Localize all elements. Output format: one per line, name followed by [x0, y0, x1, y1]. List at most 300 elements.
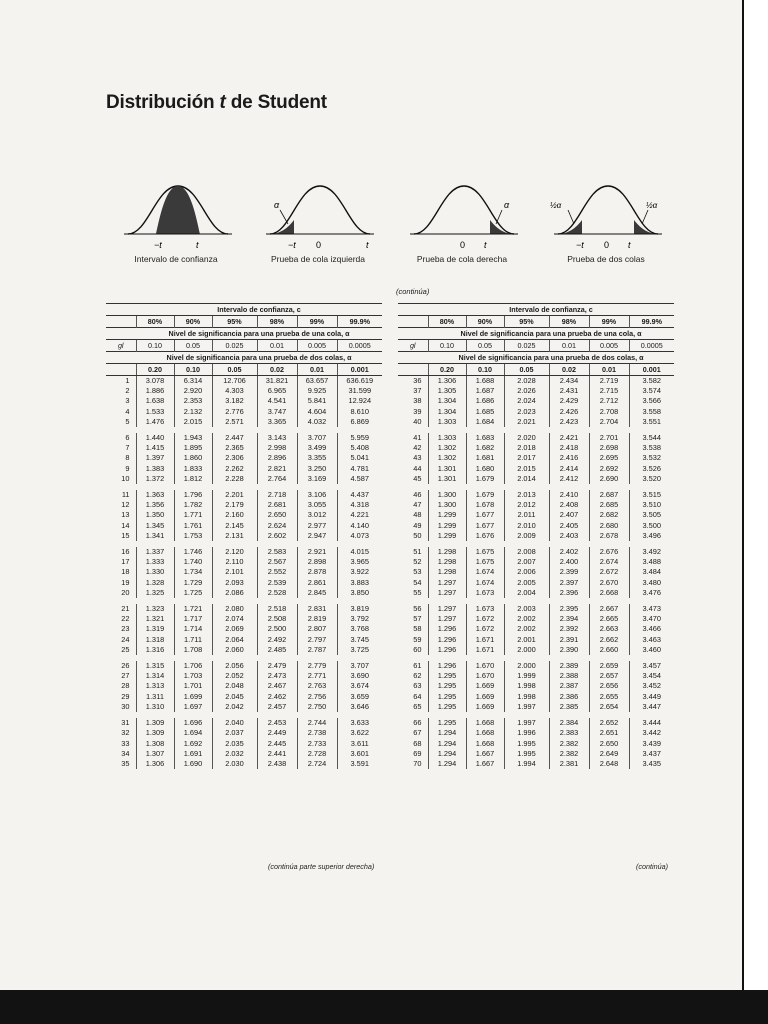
degrees-of-freedom: 2 [125, 386, 130, 396]
critical-value: 4.604 [297, 407, 337, 417]
critical-value: 3.745 [337, 635, 382, 645]
table-row [106, 692, 382, 702]
table-row [398, 604, 674, 614]
critical-value: 2.998 [257, 443, 297, 453]
critical-value: 3.633 [337, 718, 382, 728]
critical-value: 2.467 [257, 681, 297, 691]
critical-value: 4.303 [212, 386, 257, 396]
critical-value: 3.601 [337, 749, 382, 759]
critical-value: 2.145 [212, 521, 257, 531]
critical-value: 3.850 [337, 588, 382, 598]
critical-value: 2.013 [504, 490, 549, 500]
critical-value: 1.345 [136, 521, 174, 531]
table-row [398, 407, 674, 417]
one-tail-alpha: 0.025 [212, 340, 257, 352]
critical-value: 1.296 [428, 645, 466, 655]
critical-value: 2.861 [297, 578, 337, 588]
critical-value: 3.442 [629, 728, 674, 738]
critical-value: 1.678 [466, 500, 504, 510]
table-row [106, 376, 382, 387]
critical-value: 4.073 [337, 531, 382, 541]
critical-value: 1.307 [136, 749, 174, 759]
table-row [106, 521, 382, 531]
critical-value: 3.449 [629, 692, 674, 702]
critical-value: 2.131 [212, 531, 257, 541]
critical-value: 5.841 [297, 396, 337, 406]
critical-value: 3.250 [297, 464, 337, 474]
critical-value: 2.048 [212, 681, 257, 691]
critical-value: 2.399 [549, 567, 589, 577]
critical-value: 3.538 [629, 443, 674, 453]
table-row [106, 453, 382, 463]
critical-value: 1.998 [504, 692, 549, 702]
critical-value: 1.295 [428, 702, 466, 712]
table-row [398, 645, 674, 655]
critical-value: 4.015 [337, 547, 382, 557]
critical-value: 1.323 [136, 604, 174, 614]
critical-value: 2.698 [589, 443, 629, 453]
critical-value: 2.412 [549, 474, 589, 484]
critical-value: 2.665 [589, 614, 629, 624]
critical-value: 2.539 [257, 578, 297, 588]
degrees-of-freedom: 35 [121, 758, 130, 768]
critical-value: 1.314 [136, 671, 174, 681]
critical-value: 2.026 [504, 386, 549, 396]
table-row [398, 614, 674, 624]
critical-value: 1.673 [466, 604, 504, 614]
critical-value: 1.685 [466, 407, 504, 417]
table-row [106, 645, 382, 655]
critical-value: 3.674 [337, 681, 382, 691]
critical-value: 3.055 [297, 500, 337, 510]
curve-4-label-zero: 0 [604, 240, 610, 250]
critical-value: 1.638 [136, 396, 174, 406]
critical-value: 2.021 [504, 417, 549, 427]
degrees-of-freedom: 23 [121, 624, 130, 634]
critical-value: 1.996 [504, 728, 549, 738]
critical-value: 1.680 [466, 464, 504, 474]
critical-value: 1.674 [466, 567, 504, 577]
critical-value: 1.668 [466, 728, 504, 738]
table-row [106, 500, 382, 510]
critical-value: 1.997 [504, 702, 549, 712]
table-row [398, 500, 674, 510]
critical-value: 1.753 [174, 531, 212, 541]
critical-value: 2.776 [212, 407, 257, 417]
critical-value: 3.447 [629, 702, 674, 712]
one-tail-alpha: 0.025 [504, 340, 549, 352]
degrees-of-freedom: 68 [413, 738, 422, 748]
critical-value: 2.583 [257, 547, 297, 557]
critical-value: 1.315 [136, 661, 174, 671]
critical-value: 2.654 [589, 702, 629, 712]
critical-value: 2.602 [257, 531, 297, 541]
degrees-of-freedom: 31 [121, 718, 130, 728]
critical-value: 3.646 [337, 702, 382, 712]
critical-value: 3.496 [629, 531, 674, 541]
critical-value: 3.143 [257, 433, 297, 443]
critical-value: 2.771 [297, 671, 337, 681]
critical-value: 2.002 [504, 624, 549, 634]
critical-value: 1.298 [428, 547, 466, 557]
critical-value: 2.408 [549, 500, 589, 510]
one-tail-alpha: 0.10 [136, 340, 174, 352]
curve-4-label-t: t [628, 240, 631, 250]
t-table-left [106, 303, 382, 769]
critical-value: 1.341 [136, 531, 174, 541]
critical-value: 2.528 [257, 588, 297, 598]
critical-value: 2.390 [549, 645, 589, 655]
confidence-level: 98% [257, 316, 297, 328]
critical-value: 2.382 [549, 739, 589, 749]
table-row [398, 739, 674, 749]
degrees-of-freedom: 16 [121, 547, 130, 557]
critical-value: 3.492 [629, 547, 674, 557]
degrees-of-freedom: 25 [121, 644, 130, 654]
critical-value: 2.040 [212, 718, 257, 728]
degrees-of-freedom: 28 [121, 681, 130, 691]
degrees-of-freedom: 64 [413, 691, 422, 701]
critical-value: 9.925 [297, 386, 337, 396]
table-row [106, 433, 382, 443]
degrees-of-freedom: 46 [413, 490, 422, 500]
degrees-of-freedom: 57 [413, 614, 422, 624]
critical-value: 2.386 [549, 692, 589, 702]
critical-value: 1.309 [136, 728, 174, 738]
critical-value: 1.677 [466, 510, 504, 520]
critical-value: 1.714 [174, 624, 212, 634]
critical-value: 2.947 [297, 531, 337, 541]
critical-value: 2.485 [257, 645, 297, 655]
critical-value: 2.500 [257, 624, 297, 634]
critical-value: 2.896 [257, 453, 297, 463]
critical-value: 2.418 [549, 443, 589, 453]
curve-2-label-zero: 0 [316, 240, 322, 250]
critical-value: 2.438 [257, 759, 297, 769]
critical-value: 1.295 [428, 671, 466, 681]
table-row [398, 749, 674, 759]
critical-value: 1.691 [174, 749, 212, 759]
confidence-level: 80% [136, 316, 174, 328]
critical-value: 2.008 [504, 547, 549, 557]
degrees-of-freedom: 32 [121, 728, 130, 738]
confidence-level: 95% [504, 316, 549, 328]
two-tail-alpha: 0.001 [629, 364, 674, 376]
critical-value: 1.681 [466, 453, 504, 463]
critical-value: 2.405 [549, 521, 589, 531]
critical-value: 1.734 [174, 567, 212, 577]
critical-value: 3.707 [337, 661, 382, 671]
critical-value: 2.000 [504, 645, 549, 655]
critical-value: 2.462 [257, 692, 297, 702]
critical-value: 3.659 [337, 692, 382, 702]
critical-value: 1.669 [466, 681, 504, 691]
continued-note-right: (continúa) [636, 862, 668, 871]
critical-value: 1.309 [136, 718, 174, 728]
degrees-of-freedom: 70 [413, 758, 422, 768]
critical-value: 4.781 [337, 464, 382, 474]
critical-value: 1.310 [136, 702, 174, 712]
degrees-of-freedom: 39 [413, 406, 422, 416]
critical-value: 2.017 [504, 453, 549, 463]
critical-value: 2.712 [589, 396, 629, 406]
critical-value: 2.396 [549, 588, 589, 598]
critical-value: 2.764 [257, 474, 297, 484]
degrees-of-freedom: 56 [413, 604, 422, 614]
critical-value: 2.004 [504, 588, 549, 598]
critical-value: 2.045 [212, 692, 257, 702]
one-tail-alpha: 0.01 [549, 340, 589, 352]
t-table-right-body [398, 376, 674, 770]
degrees-of-freedom: 14 [121, 520, 130, 530]
degrees-of-freedom: 13 [121, 510, 130, 520]
confidence-level: 99% [297, 316, 337, 328]
critical-value: 12.924 [337, 396, 382, 406]
critical-value: 3.470 [629, 614, 674, 624]
two-tail-alpha: 0.20 [136, 364, 174, 376]
critical-value: 3.922 [337, 567, 382, 577]
critical-value: 1.669 [466, 702, 504, 712]
critical-value: 2.977 [297, 521, 337, 531]
critical-value: 2.383 [549, 728, 589, 738]
critical-value: 1.325 [136, 588, 174, 598]
table-row [106, 749, 382, 759]
critical-value: 1.679 [466, 490, 504, 500]
table-row [106, 386, 382, 396]
degrees-of-freedom: 22 [121, 614, 130, 624]
critical-value: 2.821 [257, 464, 297, 474]
critical-value: 2.744 [297, 718, 337, 728]
table-row [398, 718, 674, 728]
two-tail-alpha: 0.02 [549, 364, 589, 376]
critical-value: 1.363 [136, 490, 174, 500]
critical-value: 2.020 [504, 433, 549, 443]
table-row [398, 376, 674, 387]
right-tail-curve [404, 176, 524, 262]
critical-value: 3.690 [337, 671, 382, 681]
critical-value: 1.301 [428, 474, 466, 484]
critical-value: 2.010 [504, 521, 549, 531]
critical-value: 3.435 [629, 759, 674, 769]
critical-value: 2.060 [212, 645, 257, 655]
critical-value: 1.295 [428, 718, 466, 728]
table-row [106, 671, 382, 681]
critical-value: 2.779 [297, 661, 337, 671]
degrees-of-freedom: 18 [121, 567, 130, 577]
critical-value: 1.303 [428, 417, 466, 427]
one-tail-title-right: Nivel de significancia para una prueba de una cola, α [428, 328, 674, 340]
critical-value: 2.508 [257, 614, 297, 624]
critical-value: 63.657 [297, 376, 337, 387]
critical-value: 1.684 [466, 417, 504, 427]
critical-value: 2.648 [589, 759, 629, 769]
critical-value: 31.821 [257, 376, 297, 387]
critical-value: 1.299 [428, 510, 466, 520]
critical-value: 3.510 [629, 500, 674, 510]
critical-value: 1.682 [466, 443, 504, 453]
critical-value: 1.703 [174, 671, 212, 681]
table-row [398, 386, 674, 396]
critical-value: 2.400 [549, 557, 589, 567]
critical-value: 2.389 [549, 661, 589, 671]
table-row [106, 474, 382, 484]
critical-value: 1.725 [174, 588, 212, 598]
critical-value: 2.011 [504, 510, 549, 520]
critical-value: 3.439 [629, 739, 674, 749]
critical-value: 1.296 [428, 661, 466, 671]
critical-value: 2.457 [257, 702, 297, 712]
critical-value: 1.670 [466, 671, 504, 681]
one-tail-alpha: 0.05 [466, 340, 504, 352]
critical-value: 1.729 [174, 578, 212, 588]
critical-value: 2.660 [589, 645, 629, 655]
critical-value: 2.042 [212, 702, 257, 712]
critical-value: 3.792 [337, 614, 382, 624]
critical-value: 2.571 [212, 417, 257, 427]
table-row [106, 557, 382, 567]
critical-value: 1.711 [174, 635, 212, 645]
critical-value: 3.499 [297, 443, 337, 453]
degrees-of-freedom: 30 [121, 701, 130, 711]
critical-value: 1.330 [136, 567, 174, 577]
critical-value: 2.473 [257, 671, 297, 681]
critical-value: 3.452 [629, 681, 674, 691]
degrees-of-freedom: 54 [413, 577, 422, 587]
critical-value: 1.701 [174, 681, 212, 691]
critical-value: 2.728 [297, 749, 337, 759]
continued-note-top: (continúa) [396, 287, 430, 296]
critical-value: 1.687 [466, 386, 504, 396]
critical-value: 2.567 [257, 557, 297, 567]
critical-value: 6.965 [257, 386, 297, 396]
critical-value: 3.965 [337, 557, 382, 567]
critical-value: 2.402 [549, 547, 589, 557]
scan-edge-bottom [0, 990, 768, 1024]
critical-value: 2.668 [589, 588, 629, 598]
degrees-of-freedom: 38 [413, 396, 422, 406]
critical-value: 2.453 [257, 718, 297, 728]
degrees-of-freedom: 24 [121, 634, 130, 644]
critical-value: 1.311 [136, 692, 174, 702]
critical-value: 3.558 [629, 407, 674, 417]
confidence-level: 98% [549, 316, 589, 328]
critical-value: 2.718 [257, 490, 297, 500]
critical-value: 2.898 [297, 557, 337, 567]
critical-value: 2.667 [589, 604, 629, 614]
degrees-of-freedom: 60 [413, 644, 422, 654]
critical-value: 3.365 [257, 417, 297, 427]
critical-value: 2.687 [589, 490, 629, 500]
table-row [398, 474, 674, 484]
critical-value: 2.426 [549, 407, 589, 417]
critical-value: 2.674 [589, 557, 629, 567]
critical-value: 2.365 [212, 443, 257, 453]
confidence-interval-curve [118, 176, 238, 262]
critical-value: 2.120 [212, 547, 257, 557]
degrees-of-freedom: 59 [413, 634, 422, 644]
critical-value: 1.304 [428, 407, 466, 417]
critical-value: 3.747 [257, 407, 297, 417]
critical-value: 3.012 [297, 510, 337, 520]
two-tail-alpha: 0.05 [212, 364, 257, 376]
table-row [106, 681, 382, 691]
table-row [398, 661, 674, 671]
degrees-of-freedom: 55 [413, 587, 422, 597]
left-tail-caption: Prueba de cola izquierda [270, 254, 366, 264]
critical-value: 2.662 [589, 635, 629, 645]
one-tail-alpha: 0.005 [589, 340, 629, 352]
critical-value: 2.387 [549, 681, 589, 691]
two-tail-title-right: Nivel de significancia para una prueba de dos colas, α [428, 352, 674, 364]
critical-value: 3.454 [629, 671, 674, 681]
critical-value: 2.624 [257, 521, 297, 531]
curve-4-label-neg-t: −t [576, 240, 584, 250]
critical-value: 2.410 [549, 490, 589, 500]
critical-value: 1.717 [174, 614, 212, 624]
critical-value: 2.015 [504, 464, 549, 474]
one-tail-alpha: 0.005 [297, 340, 337, 352]
critical-value: 3.460 [629, 645, 674, 655]
two-tail-alpha-row-right [398, 364, 674, 376]
critical-value: 2.306 [212, 453, 257, 463]
confidence-level: 99.9% [629, 316, 674, 328]
critical-value: 4.587 [337, 474, 382, 484]
critical-value: 2.395 [549, 604, 589, 614]
critical-value: 2.007 [504, 557, 549, 567]
critical-value: 2.715 [589, 386, 629, 396]
table-row [398, 702, 674, 712]
critical-value: 3.725 [337, 645, 382, 655]
table-row [106, 567, 382, 577]
critical-value: 2.000 [504, 661, 549, 671]
critical-value: 31.599 [337, 386, 382, 396]
degrees-of-freedom: 65 [413, 701, 422, 711]
critical-value: 1.318 [136, 635, 174, 645]
critical-value: 1.297 [428, 604, 466, 614]
critical-value: 3.484 [629, 567, 674, 577]
table-row [398, 692, 674, 702]
critical-value: 2.920 [174, 386, 212, 396]
t-table-right-header [398, 304, 674, 376]
table-row [106, 443, 382, 453]
one-tail-alpha: 0.10 [428, 340, 466, 352]
critical-value: 1.372 [136, 474, 174, 484]
critical-value: 3.355 [297, 453, 337, 463]
degrees-of-freedom: 33 [121, 738, 130, 748]
confidence-title-right: Intervalo de confianza, c [428, 304, 674, 316]
critical-value: 3.591 [337, 759, 382, 769]
degrees-of-freedom: 6 [125, 433, 130, 443]
critical-value: 2.160 [212, 510, 257, 520]
critical-value: 2.649 [589, 749, 629, 759]
critical-value: 2.429 [549, 396, 589, 406]
critical-value: 2.353 [174, 396, 212, 406]
t-table-right [398, 303, 674, 769]
critical-value: 2.445 [257, 739, 297, 749]
critical-value: 1.301 [428, 464, 466, 474]
critical-value: 2.434 [549, 376, 589, 387]
curve-3-label-t: t [484, 240, 487, 250]
critical-value: 3.457 [629, 661, 674, 671]
critical-value: 1.299 [428, 521, 466, 531]
table-row [398, 510, 674, 520]
critical-value: 1.895 [174, 443, 212, 453]
one-tail-title-left: Nivel de significancia para una prueba de una cola, α [136, 328, 382, 340]
critical-value: 2.650 [589, 739, 629, 749]
degrees-of-freedom: 40 [413, 416, 422, 426]
critical-value: 1.668 [466, 718, 504, 728]
table-row [106, 739, 382, 749]
